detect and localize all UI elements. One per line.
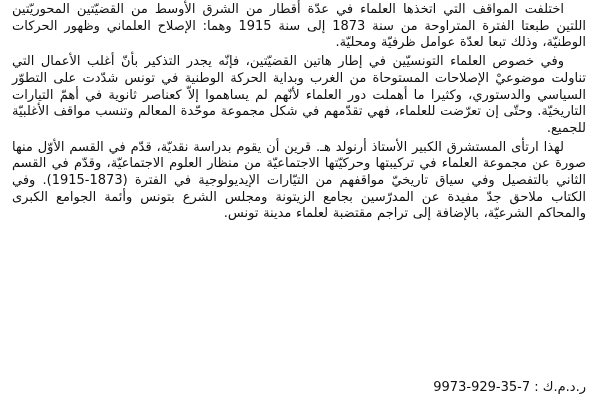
paragraph-1: اختلفت المواقف التي اتخذها العلماء في عدّة أقطار من الشرق الأوسط من القضيّتين المحوريّتين اللتين طبعتا الفترة المتراوحة من سنة 1873 إلى سنة 1915 وهما: الإصلاح العلماني وظهور الحركات الوطنيّة، وذلك تبعا لعدّة عوامل ظرفيّة ومحليّة. (12, 2, 587, 51)
isbn-line: ر.د.م.ك : 7-35-929-9973 (433, 380, 586, 395)
paragraph-3: لهذا ارتأى المستشرق الكبير الأستاذ أرنولد هـ. قرين أن يقوم بدراسة نقديّة، قدّم في القسم الأوّل منها صورة عن مجموعة العلماء في تركيبتها وحركيّتها الاجتماعيّة من منظار العلوم الاجتماعيّة، وقدّم في القسم الثاني بالتفصيل وفي سياق تاريخيّ مواقفهم من التيّارات الإيديولوجية في الفترة (1873-1915). وفي الكتاب ملاحق جدّ مفيدة عن المدرّسين بجامع الزيتونة ومجلس الشرع بتونس وأئمة الجوامع الكبرى والمحاكم الشرعيّة، بالإضافة إلى تراجم مقتضبة لعلماء مدينة تونس. (12, 139, 586, 222)
paragraph-2: وفي خصوص العلماء التونسيّين في إطار هاتين القضيّتين، فإنّه يجدر التذكير بأنّ أغلب الأعمال التي تناولت موضوعيْ الإصلاحات المستوحاة من الغرب وبداية الحركة الوطنية في تونس شدّدت على التطوّر السياسي والدستوري، وكثيرا ما أهملت دور العلماء لأنّهم لم يساهموا إلاّ كعناصر ثانوية في أهمّ التيارات التاريخيّة. وحتّى إن تعرّضت للعلماء، فهي تقدّمهم في شكل مجموعة موحّدة المعالم وتنسب مواقف الأغلبيّة للجميع. (12, 54, 586, 136)
